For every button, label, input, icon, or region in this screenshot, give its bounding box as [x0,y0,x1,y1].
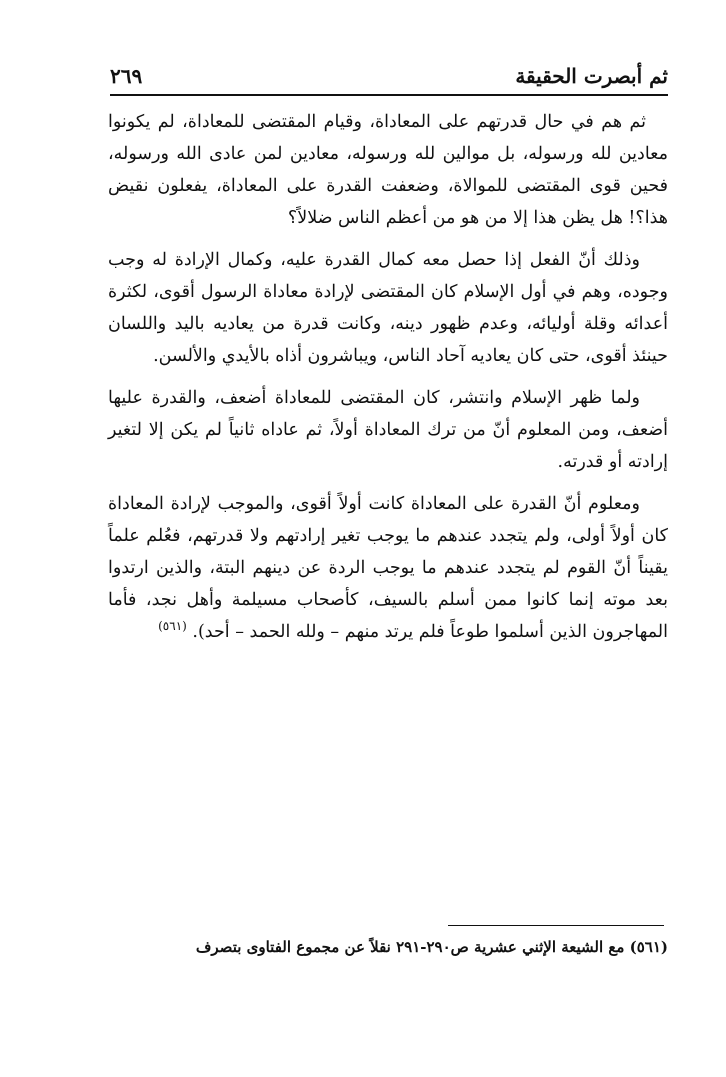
paragraph-1: ثم هم في حال قدرتهم على المعاداة، وقيام المقتضى للمعاداة، لم يكونوا معادين لله ورسوله، بل موالين لله ورسوله، معادين لمن عادى الله ورسوله، فحين قوى المقتضى للموالاة، وضعفت القدرة على المعاداة، يفعلون نقيض هذا؟! هل يظن هذا إلا من هو من أعظم الناس ضلالاً؟ [108,112,668,228]
footnote-rule [448,925,664,926]
paragraph-4-text: ومعلوم أنّ القدرة على المعاداة كانت أولاً أقوى، والموجب لإرادة المعاداة كان أولاً أولى، ولم يتجدد عندهم ما يوجب تغير إرادتهم ولا قدرتهم، فعُلم علماً يقيناً أنّ القوم لم يتجدد عندهم ما يوجب الردة عن دينهم البتة، والذين ارتدوا بعد موته إنما كانوا ممن أسلم بالسيف، كأصحاب مسيلمة وأهل نجد، فأما المهاجرون الذين أسلموا طوعاً فلم يرتد منهم – ولله الحمد – أحد). [108,494,668,642]
footnote: (٥٦١) مع الشيعة الإثني عشرية ص٢٩٠-٢٩١ نقلاً عن مجموع الفتاوى بتصرف [195,938,668,956]
page-number: ٢٦٩ [110,64,143,88]
running-title: ثم أبصرت الحقيقة [515,64,668,88]
paragraph-3: ولما ظهر الإسلام وانتشر، كان المقتضى للمعاداة أضعف، والقدرة عليها أضعف، ومن المعلوم أنّ من ترك المعاداة أولاً، ثم عاداه ثانياً لم يكن إلا لتغير إرادته أو قدرته. [108,388,668,472]
paragraph-4 [108,488,668,648]
page-header [110,62,668,92]
footnote-reference: (٥٦١) [158,619,187,634]
body-text [108,106,668,658]
header-rule [110,94,668,96]
paragraph-2: وذلك أنّ الفعل إذا حصل معه كمال القدرة عليه، وكمال الإرادة له وجب وجوده، وهم في أول الإسلام كان المقتضى لإرادة معاداة الرسول أقوى، لكثرة أعدائه وقلة أوليائه، وعدم ظهور دينه، وكانت قدرة من يعاديه باليد واللسان حينئذ أقوى، حتى كان يعاديه آحاد الناس، ويباشرون أذاه بالأيدي والألسن. [108,250,668,366]
